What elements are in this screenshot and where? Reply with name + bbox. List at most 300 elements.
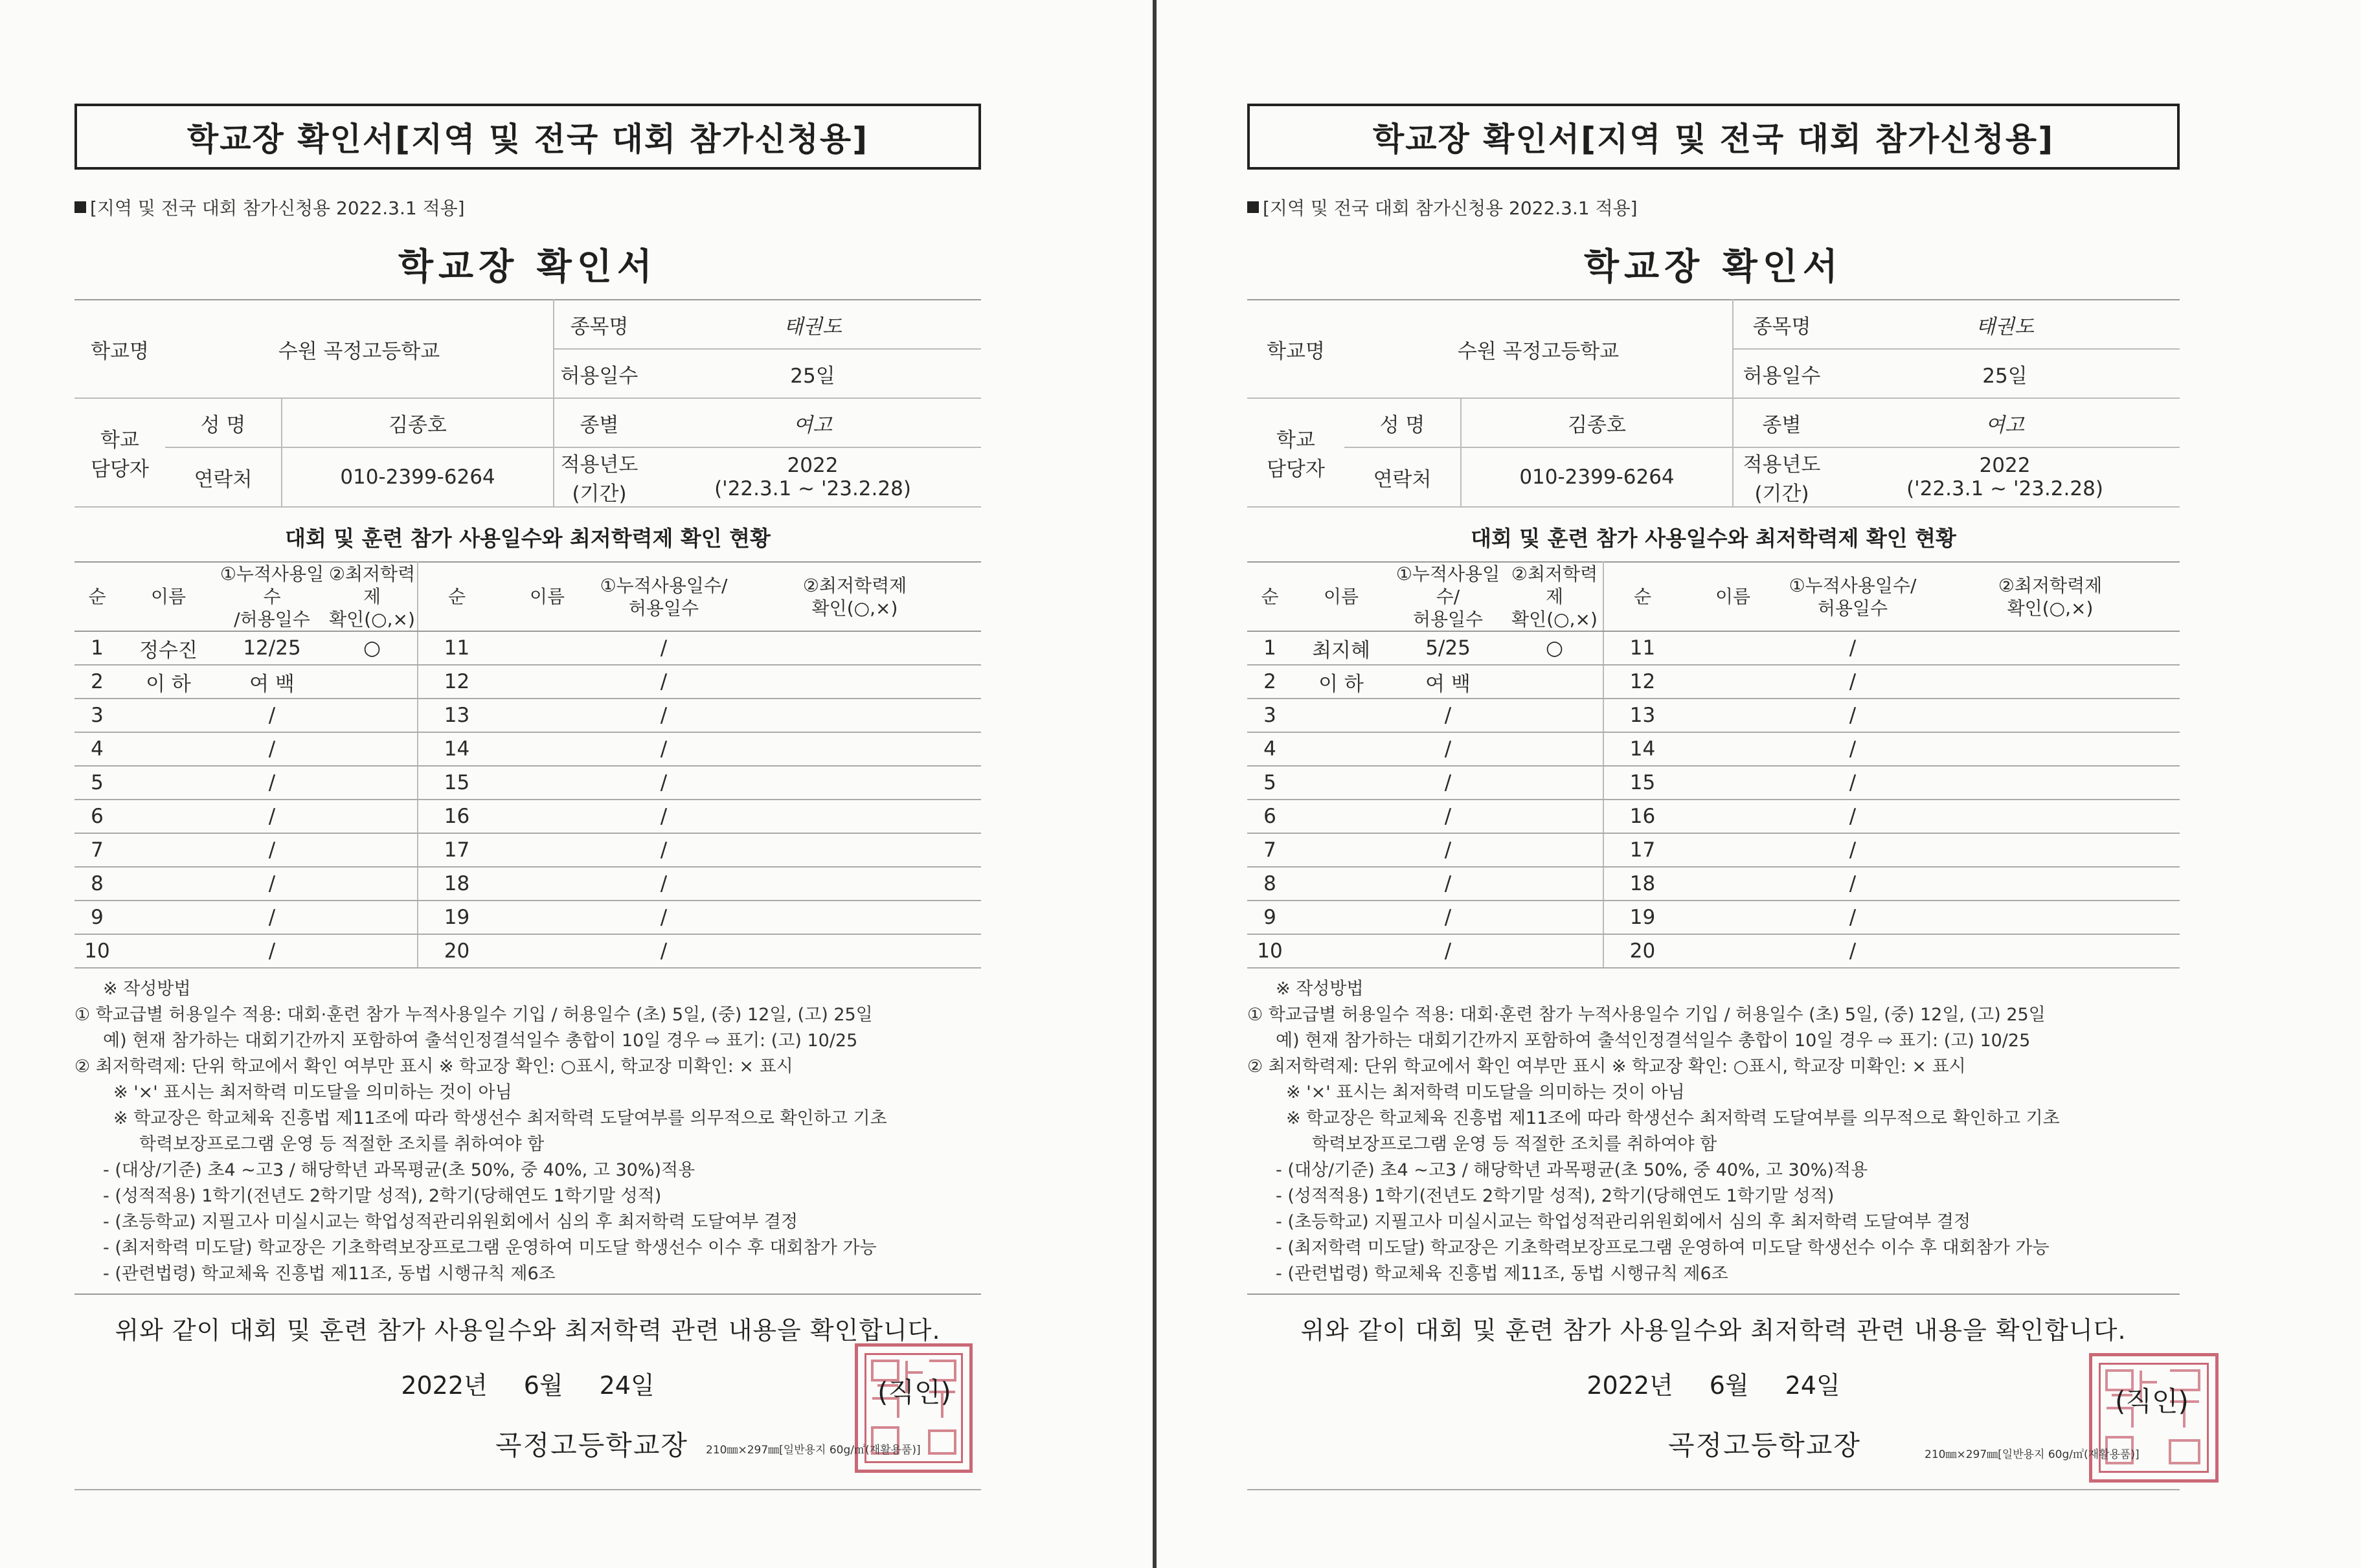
method-line: ※ 학교장은 학교체육 진흥법 제11조에 따라 학생선수 최저학력 도달여부를 의무적으로 확인하고 기초	[113, 1108, 887, 1128]
year-label	[554, 447, 644, 507]
year-value-year: 2022	[1979, 454, 2031, 477]
row-seq-2: 15	[1603, 766, 1681, 800]
row-seq: 7	[74, 833, 120, 867]
row-seq-2: 18	[418, 867, 495, 901]
school-label: 학교명	[1247, 300, 1344, 398]
row-min	[1506, 934, 1603, 968]
header-used-2: /허용일수	[234, 609, 310, 630]
row-used-2: /	[1785, 867, 1921, 901]
header-min-r1: ②최저학력제	[1998, 574, 2103, 596]
header-used-2	[1785, 562, 1921, 631]
header-min-1: ②최저학력제	[328, 563, 416, 607]
row-name	[120, 766, 217, 800]
row-used-2: /	[599, 833, 729, 867]
row-seq: 5	[1247, 766, 1293, 800]
row-min	[327, 800, 418, 833]
row-seq: 3	[1247, 699, 1293, 732]
table-row	[1247, 800, 2180, 833]
row-used-2: /	[599, 901, 729, 934]
manager-label-2: 담당자	[1267, 458, 1325, 481]
main-title: 학교장 확인서	[1583, 246, 1844, 288]
row-min	[327, 934, 418, 968]
contact-label: 연락처	[1344, 447, 1461, 507]
row-min	[1506, 732, 1603, 766]
row-name-2	[1681, 631, 1785, 665]
main-title: 학교장 확인서	[398, 246, 658, 288]
row-name-2	[495, 665, 599, 699]
row-seq-2: 16	[418, 800, 495, 833]
info-table	[74, 299, 981, 508]
principal-name: 곡정고등학교장	[495, 1429, 689, 1461]
row-min-2	[729, 800, 981, 833]
row-min-2	[1921, 766, 2180, 800]
year-label	[1733, 447, 1830, 507]
status-table	[74, 561, 981, 969]
header-min	[327, 562, 418, 631]
row-min-2	[729, 699, 981, 732]
table-row	[74, 699, 981, 732]
allowed-days-label: 허용일수	[1733, 349, 1830, 398]
method-line: 학력보장프로그램 운영 등 적절한 조치를 취하여야 함	[1312, 1134, 1717, 1154]
header-min-r2: 확인(○,×)	[811, 597, 898, 619]
manager-label	[74, 398, 165, 507]
row-used-2: /	[1785, 833, 1921, 867]
row-name-2	[1681, 766, 1785, 800]
row-min-2	[1921, 800, 2180, 833]
type-label: 종별	[554, 398, 644, 447]
row-min-2	[729, 665, 981, 699]
row-used: /	[1390, 732, 1506, 766]
header-min	[1506, 562, 1603, 631]
bottom-rule	[1247, 1489, 2180, 1490]
row-name-2	[495, 867, 599, 901]
row-name	[120, 867, 217, 901]
header-min-2	[729, 562, 981, 631]
row-min-2	[729, 934, 981, 968]
sub-note	[74, 194, 981, 220]
row-name	[120, 901, 217, 934]
year-value	[644, 447, 981, 507]
row-seq: 7	[1247, 833, 1293, 867]
row-used: /	[217, 867, 327, 901]
row-min-2	[729, 867, 981, 901]
sub-note-text: [지역 및 전국 대회 참가신청용 2022.3.1 적용]	[1263, 197, 1638, 219]
row-min: ○	[1506, 631, 1603, 665]
row-name-2	[1681, 732, 1785, 766]
seal-label: (직인)	[877, 1376, 951, 1408]
table-row	[1247, 699, 2180, 732]
row-used: /	[1390, 833, 1506, 867]
allowed-days-label: 허용일수	[554, 349, 644, 398]
row-min	[327, 833, 418, 867]
row-used-2: /	[1785, 934, 1921, 968]
method-line: - (초등학교) 지필고사 미실시교는 학업성적관리위원회에서 심의 후 최저학력 도달여부 결정	[103, 1212, 798, 1232]
row-seq-2: 17	[1603, 833, 1681, 867]
square-bullet-icon	[74, 201, 86, 213]
row-name-2	[1681, 934, 1785, 968]
row-seq-2: 13	[418, 699, 495, 732]
row-used: /	[1390, 699, 1506, 732]
row-name	[120, 732, 217, 766]
row-seq-2: 12	[1603, 665, 1681, 699]
row-name-2	[495, 766, 599, 800]
row-min: ○	[327, 631, 418, 665]
row-seq: 1	[1247, 631, 1293, 665]
sub-note-text: [지역 및 전국 대회 참가신청용 2022.3.1 적용]	[90, 197, 465, 219]
header-name: 이름	[1293, 562, 1390, 631]
row-used-2: /	[599, 631, 729, 665]
row-name: 최지혜	[1293, 631, 1390, 665]
row-used: /	[1390, 867, 1506, 901]
row-name: 이 하	[120, 665, 217, 699]
seal-label: (직인)	[2115, 1385, 2189, 1417]
row-min	[327, 766, 418, 800]
header-used-1: ①누적사용일수	[220, 563, 324, 607]
manager-label-1: 학교	[1276, 429, 1315, 452]
row-used: /	[217, 699, 327, 732]
header-used-2	[599, 562, 729, 631]
table-row	[74, 867, 981, 901]
row-seq: 1	[74, 631, 120, 665]
method-line: ① 학교급별 허용일수 적용: 대회·훈련 참가 누적사용일수 기입 / 허용일수 (초) 5일, (중) 12일, (고) 25일	[1247, 1005, 2046, 1025]
right-document	[1247, 104, 2180, 1490]
row-seq-2: 18	[1603, 867, 1681, 901]
table-row	[74, 901, 981, 934]
row-used-2: /	[599, 732, 729, 766]
writing-method	[74, 976, 981, 1287]
method-line: - (대상/기준) 초4 ~고3 / 해당학년 과목평균(초 50%, 중 40%, 고 30%)적용	[103, 1160, 695, 1180]
header-used-1: ①누적사용일수/	[1395, 563, 1500, 607]
row-seq-2: 11	[418, 631, 495, 665]
title-box: 학교장 확인서[지역 및 전국 대회 참가신청용]	[74, 104, 981, 170]
date-month: 6월	[1709, 1371, 1749, 1400]
row-name	[1293, 867, 1390, 901]
sub-note	[1247, 194, 2180, 220]
name-label: 성 명	[165, 398, 282, 447]
row-min-2	[1921, 867, 2180, 901]
row-name-2	[1681, 901, 1785, 934]
row-seq-2: 13	[1603, 699, 1681, 732]
table-row	[1247, 901, 2180, 934]
year-label-2: (기간)	[1754, 482, 1809, 506]
date-month: 6월	[523, 1371, 563, 1400]
row-used: 여 백	[1390, 665, 1506, 699]
row-min	[1506, 901, 1603, 934]
row-used: /	[217, 901, 327, 934]
header-used-r2: 허용일수	[1817, 597, 1888, 619]
method-line: 예) 현재 참가하는 대회기간까지 포함하여 출석인정결석일수 총합이 10일 경우 ⇨ 표기: (고) 10/25	[103, 1031, 858, 1051]
row-name-2	[495, 833, 599, 867]
row-used-2: /	[1785, 631, 1921, 665]
confirm-date	[1247, 1365, 2180, 1401]
row-name-2	[495, 631, 599, 665]
method-line: - (성적적용) 1학기(전년도 2학기말 성적), 2학기(당해연도 1학기말 성적)	[1276, 1186, 1835, 1206]
row-seq: 10	[74, 934, 120, 968]
header-seq: 순	[74, 562, 120, 631]
table-row	[1247, 766, 2180, 800]
row-min	[1506, 800, 1603, 833]
row-seq-2: 14	[418, 732, 495, 766]
year-value	[1830, 447, 2180, 507]
row-min-2	[1921, 665, 2180, 699]
table-row	[74, 833, 981, 867]
method-line: - (대상/기준) 초4 ~고3 / 해당학년 과목평균(초 50%, 중 40%, 고 30%)적용	[1276, 1160, 1868, 1180]
row-used: /	[217, 800, 327, 833]
header-min-2: 확인(○,×)	[329, 609, 415, 630]
manager-label-1: 학교	[100, 429, 139, 452]
header-used-2: 허용일수	[1412, 609, 1484, 630]
row-name	[1293, 901, 1390, 934]
row-name	[1293, 766, 1390, 800]
method-line: - (최저학력 미도달) 학교장은 기초학력보장프로그램 운영하여 미도달 학생선수 이수 후 대회참가 가능	[1276, 1238, 2050, 1258]
method-line: ※ '×' 표시는 최저학력 미도달을 의미하는 것이 아님	[113, 1082, 512, 1103]
table-row	[74, 665, 981, 699]
header-name-2: 이름	[1681, 562, 1785, 631]
row-used-2: /	[1785, 699, 1921, 732]
table-row	[1247, 934, 2180, 968]
row-seq: 9	[74, 901, 120, 934]
table-row	[1247, 665, 2180, 699]
row-seq: 5	[74, 766, 120, 800]
sport-label: 종목명	[554, 300, 644, 349]
row-name	[1293, 934, 1390, 968]
row-name: 이 하	[1293, 665, 1390, 699]
row-seq-2: 20	[1603, 934, 1681, 968]
method-line: - (성적적용) 1학기(전년도 2학기말 성적), 2학기(당해연도 1학기말 성적)	[103, 1186, 662, 1206]
row-min-2	[1921, 631, 2180, 665]
contact-value: 010-2399-6264	[1461, 447, 1733, 507]
row-seq: 4	[1247, 732, 1293, 766]
date-year: 2022년	[401, 1371, 488, 1400]
row-min-2	[1921, 901, 2180, 934]
school-value: 수원 곡정고등학교	[1344, 300, 1733, 398]
date-year: 2022년	[1587, 1371, 1673, 1400]
method-line: - (관련법령) 학교체육 진흥법 제11조, 동법 시행규칙 제6조	[103, 1264, 556, 1284]
contact-label: 연락처	[165, 447, 282, 507]
row-seq: 2	[74, 665, 120, 699]
table-row	[1247, 867, 2180, 901]
header-name-2: 이름	[495, 562, 599, 631]
header-used-r1: ①누적사용일수/	[1789, 574, 1917, 596]
year-label-1: 적용년도	[1743, 453, 1821, 476]
row-name-2	[1681, 867, 1785, 901]
row-name-2	[1681, 699, 1785, 732]
row-name-2	[1681, 665, 1785, 699]
row-min	[1506, 665, 1603, 699]
name-label: 성 명	[1344, 398, 1461, 447]
row-seq: 3	[74, 699, 120, 732]
row-name	[120, 833, 217, 867]
row-name	[120, 934, 217, 968]
row-min	[1506, 766, 1603, 800]
manager-label	[1247, 398, 1344, 507]
row-name	[120, 800, 217, 833]
header-used-r2: 허용일수	[628, 597, 699, 619]
row-name	[1293, 732, 1390, 766]
method-line: - (관련법령) 학교체육 진흥법 제11조, 동법 시행규칙 제6조	[1276, 1264, 1728, 1284]
status-table	[1247, 561, 2180, 969]
header-seq: 순	[1247, 562, 1293, 631]
row-min	[327, 699, 418, 732]
row-used: /	[217, 766, 327, 800]
table-row	[74, 800, 981, 833]
row-seq-2: 16	[1603, 800, 1681, 833]
principal-name: 곡정고등학교장	[1668, 1429, 1862, 1461]
row-seq-2: 15	[418, 766, 495, 800]
row-min-2	[729, 833, 981, 867]
year-value-period: ('22.3.1 ~ '23.2.28)	[714, 477, 911, 500]
section-title: 대회 및 훈련 참가 사용일수와 최저학력제 확인 현황	[285, 526, 771, 551]
row-seq: 4	[74, 732, 120, 766]
row-used-2: /	[1785, 766, 1921, 800]
row-name	[1293, 833, 1390, 867]
row-used: /	[217, 934, 327, 968]
school-label: 학교명	[74, 300, 165, 398]
row-used-2: /	[599, 800, 729, 833]
row-seq: 8	[1247, 867, 1293, 901]
method-line: ② 최저학력제: 단위 학교에서 확인 여부만 표시 ※ 학교장 확인: ○표시, 학교장 미확인: × 표시	[74, 1057, 793, 1077]
header-seq-2: 순	[418, 562, 495, 631]
method-line: ② 최저학력제: 단위 학교에서 확인 여부만 표시 ※ 학교장 확인: ○표시, 학교장 미확인: × 표시	[1247, 1057, 1966, 1077]
info-table	[1247, 299, 2180, 508]
row-name-2	[1681, 800, 1785, 833]
row-name-2	[495, 901, 599, 934]
paper-spec: 210㎜×297㎜[일반용지 60g/㎡(재활용품)]	[1925, 1448, 2140, 1461]
name-value: 김종호	[282, 398, 554, 447]
method-line: 예) 현재 참가하는 대회기간까지 포함하여 출석인정결석일수 총합이 10일 경우 ⇨ 표기: (고) 10/25	[1276, 1031, 2031, 1051]
table-row	[1247, 732, 2180, 766]
sport-value: 태권도	[644, 300, 981, 349]
row-used: /	[1390, 800, 1506, 833]
method-heading: ※ 작성방법	[1276, 979, 1364, 999]
confirm-date	[74, 1365, 981, 1401]
table-row	[1247, 833, 2180, 867]
row-min	[1506, 699, 1603, 732]
school-value: 수원 곡정고등학교	[165, 300, 554, 398]
row-name: 정수진	[120, 631, 217, 665]
type-label: 종별	[1733, 398, 1830, 447]
row-min-2	[1921, 833, 2180, 867]
type-value: 여고	[1830, 398, 2180, 447]
row-seq-2: 12	[418, 665, 495, 699]
row-used: 여 백	[217, 665, 327, 699]
row-seq: 2	[1247, 665, 1293, 699]
row-seq-2: 20	[418, 934, 495, 968]
section-title: 대회 및 훈련 참가 사용일수와 최저학력제 확인 현황	[1471, 526, 1956, 551]
allowed-days-value: 25일	[644, 349, 981, 398]
writing-method	[1247, 976, 2180, 1287]
row-seq-2: 19	[418, 901, 495, 934]
date-day: 24일	[599, 1371, 655, 1400]
row-seq: 9	[1247, 901, 1293, 934]
row-seq: 6	[74, 800, 120, 833]
title-box: 학교장 확인서[지역 및 전국 대회 참가신청용]	[1247, 104, 2180, 170]
row-min	[1506, 867, 1603, 901]
row-used: 12/25	[217, 631, 327, 665]
row-min	[327, 901, 418, 934]
method-heading: ※ 작성방법	[103, 979, 191, 999]
paper-spec: 210㎜×297㎜[일반용지 60g/㎡(재활용품)]	[706, 1444, 921, 1457]
type-value: 여고	[644, 398, 981, 447]
row-name	[1293, 699, 1390, 732]
row-seq-2: 11	[1603, 631, 1681, 665]
method-line: - (최저학력 미도달) 학교장은 기초학력보장프로그램 운영하여 미도달 학생선수 이수 후 대회참가 가능	[103, 1238, 877, 1258]
confirm-statement: 위와 같이 대회 및 훈련 참가 사용일수와 최저학력 관련 내용을 확인합니다.	[74, 1294, 981, 1346]
row-used-2: /	[1785, 901, 1921, 934]
row-min-2	[1921, 699, 2180, 732]
name-value: 김종호	[1461, 398, 1733, 447]
table-row	[74, 766, 981, 800]
row-min	[1506, 833, 1603, 867]
confirm-statement: 위와 같이 대회 및 훈련 참가 사용일수와 최저학력 관련 내용을 확인합니다.	[1247, 1294, 2180, 1346]
row-used-2: /	[599, 934, 729, 968]
year-label-2: (기간)	[572, 482, 627, 506]
status-table-header	[1247, 562, 2180, 631]
row-min-2	[729, 766, 981, 800]
row-seq: 6	[1247, 800, 1293, 833]
right-page	[1157, 0, 2361, 1568]
year-value-year: 2022	[787, 454, 839, 477]
method-line: 학력보장프로그램 운영 등 적절한 조치를 취하여야 함	[139, 1134, 545, 1154]
row-seq-2: 14	[1603, 732, 1681, 766]
row-used: /	[1390, 934, 1506, 968]
row-used-2: /	[1785, 732, 1921, 766]
header-min-2	[1921, 562, 2180, 631]
row-used: /	[217, 732, 327, 766]
sport-value: 태권도	[1830, 300, 2180, 349]
bottom-rule	[74, 1489, 981, 1490]
row-name	[1293, 800, 1390, 833]
left-document	[74, 104, 981, 1490]
header-name: 이름	[120, 562, 217, 631]
method-line: ※ 학교장은 학교체육 진흥법 제11조에 따라 학생선수 최저학력 도달여부를 의무적으로 확인하고 기초	[1286, 1108, 2060, 1128]
row-name-2	[495, 934, 599, 968]
method-line: - (초등학교) 지필고사 미실시교는 학업성적관리위원회에서 심의 후 최저학력 도달여부 결정	[1276, 1212, 1971, 1232]
row-name-2	[1681, 833, 1785, 867]
contact-value: 010-2399-6264	[282, 447, 554, 507]
row-min	[327, 732, 418, 766]
row-used-2: /	[1785, 665, 1921, 699]
table-row	[1247, 631, 2180, 665]
allowed-days-value: 25일	[1830, 349, 2180, 398]
row-name-2	[495, 732, 599, 766]
row-used: 5/25	[1390, 631, 1506, 665]
year-label-1: 적용년도	[560, 453, 638, 476]
table-row	[74, 732, 981, 766]
row-seq: 8	[74, 867, 120, 901]
row-used: /	[1390, 901, 1506, 934]
table-row	[74, 934, 981, 968]
table-row	[74, 631, 981, 665]
header-seq-2: 순	[1603, 562, 1681, 631]
header-used-r1: ①누적사용일수/	[600, 574, 728, 596]
row-name-2	[495, 699, 599, 732]
row-name	[120, 699, 217, 732]
row-used: /	[1390, 766, 1506, 800]
header-used	[217, 562, 327, 631]
row-seq: 10	[1247, 934, 1293, 968]
row-min-2	[1921, 934, 2180, 968]
method-line: ※ '×' 표시는 최저학력 미도달을 의미하는 것이 아님	[1286, 1082, 1685, 1103]
square-bullet-icon	[1247, 201, 1259, 213]
method-line: ① 학교급별 허용일수 적용: 대회·훈련 참가 누적사용일수 기입 / 허용일수 (초) 5일, (중) 12일, (고) 25일	[74, 1005, 873, 1025]
row-name-2	[495, 800, 599, 833]
row-used-2: /	[599, 699, 729, 732]
row-used-2: /	[599, 766, 729, 800]
header-min-1: ②최저학력제	[1511, 563, 1598, 607]
header-min-r1: ②최저학력제	[802, 574, 907, 596]
row-used-2: /	[599, 867, 729, 901]
